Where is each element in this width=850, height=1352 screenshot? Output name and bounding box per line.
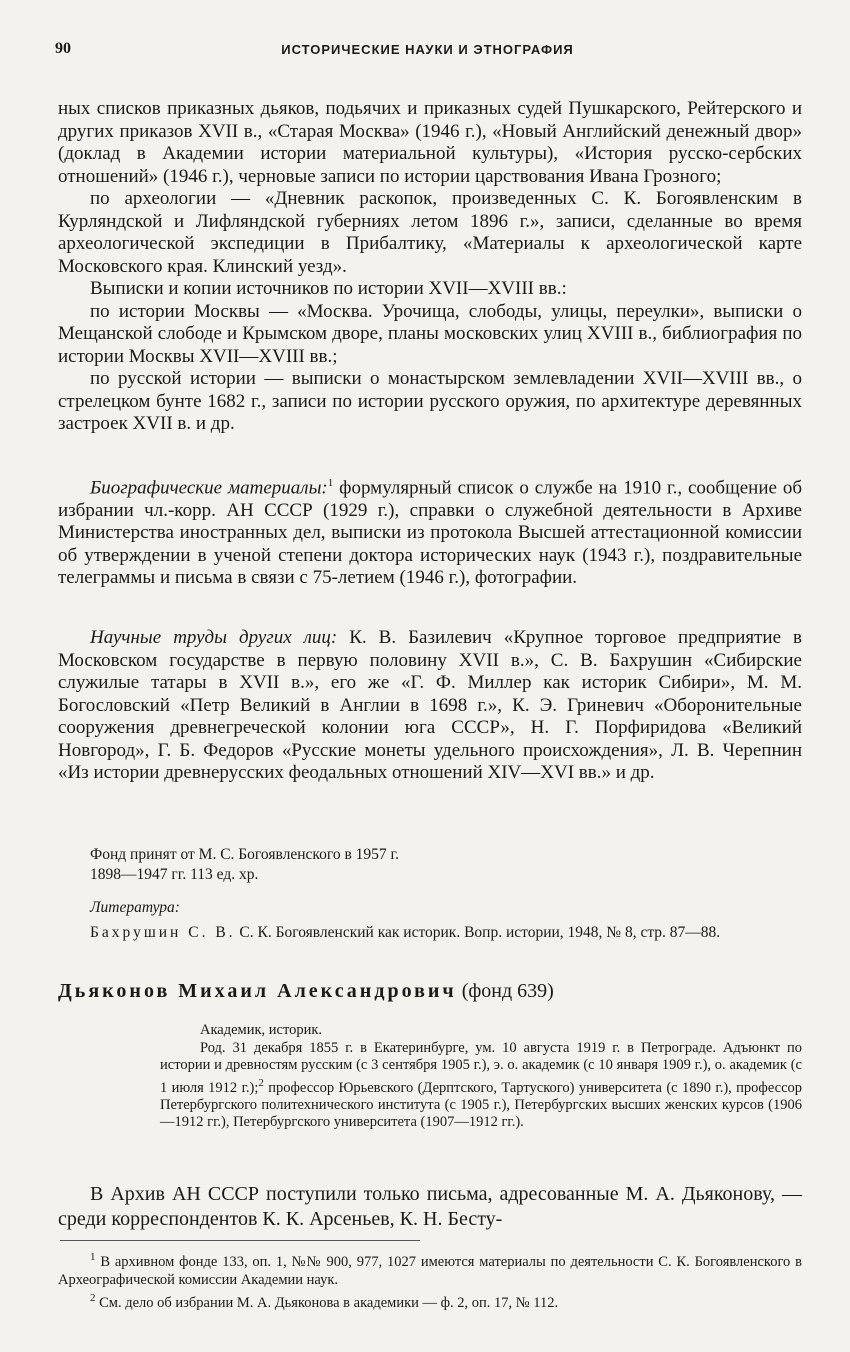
page-number: 90: [55, 40, 71, 57]
person-bio-rest: профессор Юрьевского (Дерптского, Тартуского) университета (с 1890 г.), профессор Петербургского политехнического института (с 1905 г.), Петербургских высших женских курсов (1906—1912 гг.), Петербургского университета (1907—1912 гг.).: [160, 1079, 803, 1131]
works-text: К. В. Базилевич «Крупное торговое предприятие в Московском государстве в первую половину XVII в.», С. В. Бахрушин «Сибирские служилые татары в XVII в.», его же «Г. Ф. Миллер как историк Сибири», М. М. Богословский «Петр Великий в Англии в 1698 г.», К. Э. Гриневич «Оборонительные сооружения древнегреческой колонии юга СССР», Н. Г. Порфиридова «Великий Новгород», Г. Б. Федоров «Русские монеты удельного происхождения», Л. В. Черепнин «Из истории древнерусских феодальных отношений XIV—XVI вв.» и др.: [58, 627, 802, 783]
bio-text: формулярный список о службе на 1910 г., сообщение об избрании чл.-корр. АН СССР (1929 г.), справки о служебной деятельности в Архиве Министерства иностранных дел, выписки из протокола Высшей аттестационной комиссии об утверждении в ученой степени доктора исторических наук (1943 г.), поздравительные телеграммы и письма в связи с 75-летием (1946 г.), фотографии.: [58, 477, 802, 589]
biographical-materials: [58, 472, 802, 590]
footnotes: [58, 1248, 802, 1312]
page-header: [55, 40, 800, 64]
works-label: Научные труды других лиц:: [90, 627, 338, 648]
scholarly-works: [58, 627, 802, 785]
literature-author: Бахрушин С. В.: [90, 924, 236, 941]
bio-label: Биографические материалы:: [90, 477, 328, 499]
archive-paragraph: [58, 1182, 802, 1232]
paragraph-excerpts-heading: Выписки и копии источников по истории XVII—XVIII вв.:: [90, 278, 567, 299]
paragraph-archaeology: по археологии — «Дневник раскопок, произведенных С. К. Богоявленским в Курляндской и Лифляндской губерниях летом 1896 г.», записи, сделанные во время археологической экспедиции в Прибалтику, «Материалы к археологической карте Московского края. Клинский уезд».: [58, 188, 802, 277]
footnote-2: См. дело об избрании М. А. Дьяконова в академики — ф. 2, оп. 17, № 112.: [95, 1294, 559, 1311]
person-bio: [160, 1022, 802, 1132]
person-bio-text: Род. 31 декабря 1855 г. в Екатеринбурге, ум. 10 августа 1919 г. в Петрограде. Адъюнкт по истории и древностям русским (с 3 сентября 1905 г.), э. о. академик (с 10 января 1909 г.), о. академик (с 1 июля 1912 г.);: [160, 1039, 802, 1096]
running-title: ИСТОРИЧЕСКИЕ НАУКИ И ЭТНОГРАФИЯ: [281, 42, 574, 57]
person-name: Дьяконов Михаил Александрович: [58, 980, 457, 1002]
footnote-2-mark: 2: [90, 1291, 96, 1304]
fund-line-2: 1898—1947 гг. 113 ед. хр.: [90, 866, 259, 883]
footnote-divider: [60, 1240, 420, 1241]
literature-text: С. К. Богоявленский как историк. Вопр. истории, 1948, № 8, стр. 87—88.: [235, 924, 721, 941]
fund-info: [90, 845, 802, 885]
footnote-1-mark: 1: [90, 1251, 96, 1263]
fond-number: (фонд 639): [456, 980, 554, 1002]
paragraph-russian-history: по русской истории — выписки о монастырском землевладении XVII—XVIII вв., о стрелецком бунте 1682 г., записи по истории русского оружия, по архитектуре деревянных застроек XVII в. и др.: [58, 368, 802, 434]
paragraph-lists: ных списков приказных дьяков, подьячих и приказных судей Пушкарского, Рейтерского и других приказов XVII в., «Старая Москва» (1946 г.), «Новый Английский денежный двор» (доклад в Академии истории материальной культуры), «История русско-сербских отношений» (1946 г.), черновые записи по истории царствования Ивана Грозного;: [58, 98, 802, 187]
archive-text: В Архив АН СССР поступили только письма, адресованные М. А. Дьяконову, — среди корреспондентов К. К. Арсеньев, К. Н. Бесту-: [58, 1183, 802, 1230]
literature: [58, 898, 802, 943]
literature-label: Литература:: [90, 899, 180, 916]
footnote-ref-2: 2: [258, 1076, 264, 1089]
footnote-ref-1: 1: [327, 477, 334, 489]
paragraph-moscow: по истории Москвы — «Москва. Урочища, слободы, улицы, переулки», выписки о Мещанской слободе и Крымском дворе, планы московских улиц XVIII в., библиография по истории Москвы XVII—XVIII вв.;: [58, 300, 802, 367]
fund-line-1: Фонд принят от М. С. Богоявленского в 1957 г.: [90, 846, 400, 863]
person-title: Академик, историк.: [200, 1022, 323, 1038]
footnote-1: В архивном фонде 133, оп. 1, №№ 900, 977, 1027 имеются материалы по деятельности С. К. Богоявленского в Археографической комиссии Академии наук.: [58, 1253, 802, 1288]
materials-list: [58, 98, 802, 436]
entry-heading: [58, 980, 802, 1003]
